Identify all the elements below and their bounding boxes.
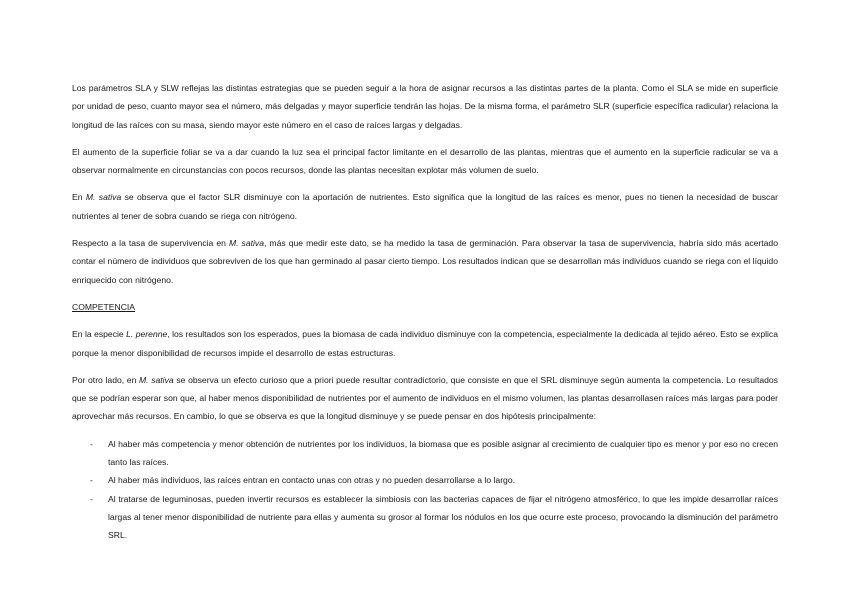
paragraph-leaf-surface: El aumento de la superficie foliar se va a dar cuando la luz sea el principal factor limitante en el desarrollo de las plantas, mientras que el aumento en la superficie radicular se va a observar normalmente en circunstancias con pocos recursos, donde las plantas necesitan explotar más volumen de suelo. (72, 146, 778, 176)
paragraph-l-perenne (72, 325, 778, 362)
text-span: Por otro lado, en (72, 374, 140, 385)
bullet-marker: - (90, 493, 93, 504)
list-item (72, 435, 778, 472)
text-span: En la especie (72, 329, 127, 340)
list-item (72, 471, 778, 489)
text-span: En (72, 192, 86, 203)
text-span: , más que medir este dato, se ha medido la tasa de germinación. Para observar la tasa de supervivencia, habría sido más acertado contar el número de individuos que sobreviven de los que han germinado al pasar cierto tiempo. Los resultados indican que se desarrollan más individuos cuando se riega con el líquido enriquecido con nitrógeno. (72, 238, 778, 285)
species-name: M. sativa (228, 238, 264, 249)
text-span: se observa un efecto curioso que a priori puede resultar contradictorio, que consiste en que el SRL disminuye según aumenta la competencia. Lo resultados que se podrían esperar son que, al haber menos disponibilidad de nutrientes por el aumento de individuos en el mismo volumen, las plantas desarrollasen raíces más largas para poder aprovechar más recursos. En cambio, lo que se observa es que la longitud disminuye y se puede pensar en dos hipótesis principalmente: (72, 374, 778, 422)
bullet-marker: - (90, 438, 93, 449)
paragraph-sla-slw: Los parámetros SLA y SLW reflejas las distintas estrategias que se pueden seguir a la hora de asignar recursos a las distintas partes de la planta. Como el SLA se mide en superficie por unidad de peso, cuanto mayor sea el número, más delgadas y mayor superficie tendrán las hojas. De la misma forma, el parámetro SLR (superficie específica radicular) relaciona la longitud de las raíces con su masa, siendo mayor este número en el caso de raíces largas y delgadas. (72, 83, 778, 130)
species-name: M. sativa (139, 374, 174, 385)
list-item-text: Al haber más competencia y menor obtención de nutrientes por los individuos, la biomasa que es posible asignar al crecimiento de cualquier tipo es menor y por eso no crecen tanto las raíces. (108, 438, 778, 468)
text-span: Respecto a la tasa de supervivencia en (72, 238, 229, 249)
document-page (72, 79, 778, 545)
list-item-text: Al haber más individuos, las raíces entran en contacto unas con otras y no pueden desarrollarse a lo largo. (108, 475, 516, 486)
paragraph-m-sativa-competition (72, 371, 778, 426)
list-item (72, 490, 778, 545)
species-name: M. sativa (85, 192, 122, 203)
hypothesis-list (72, 435, 778, 545)
paragraph-survival-rate (72, 234, 778, 289)
bullet-marker: - (90, 475, 93, 486)
text-span: se observa que el factor SLR disminuye con la aportación de nutrientes. Esto significa que la longitud de las raíces es menor, pues no tienen la necesidad de buscar nutrientes al tener de sobra cuando se riega con nitrógeno. (72, 192, 778, 221)
species-name: L. perenne (126, 329, 168, 340)
section-heading-competencia: COMPETENCIA (72, 301, 136, 312)
text-span: , los resultados son los esperados, pues la biomasa de cada individuo disminuye con la competencia, especialmente la dedicada al tejido aéreo. Esto se explica porque la menor disponibilidad de recursos impide el desarrollo de estas estructuras. (72, 329, 779, 358)
paragraph-slr-nutrients (72, 188, 778, 225)
list-item-text: Al tratarse de leguminosas, pueden invertir recursos es establecer la simbiosis con las bacterias capaces de fijar el nitrógeno atmosférico, lo que les impide desarrollar raíces largas al tener menor disponibilidad de nutriente para ellas y aumenta su grosor al formar los nódulos en los que ocurre este proceso, provocando la disminución del parámetro SRL. (108, 493, 778, 541)
